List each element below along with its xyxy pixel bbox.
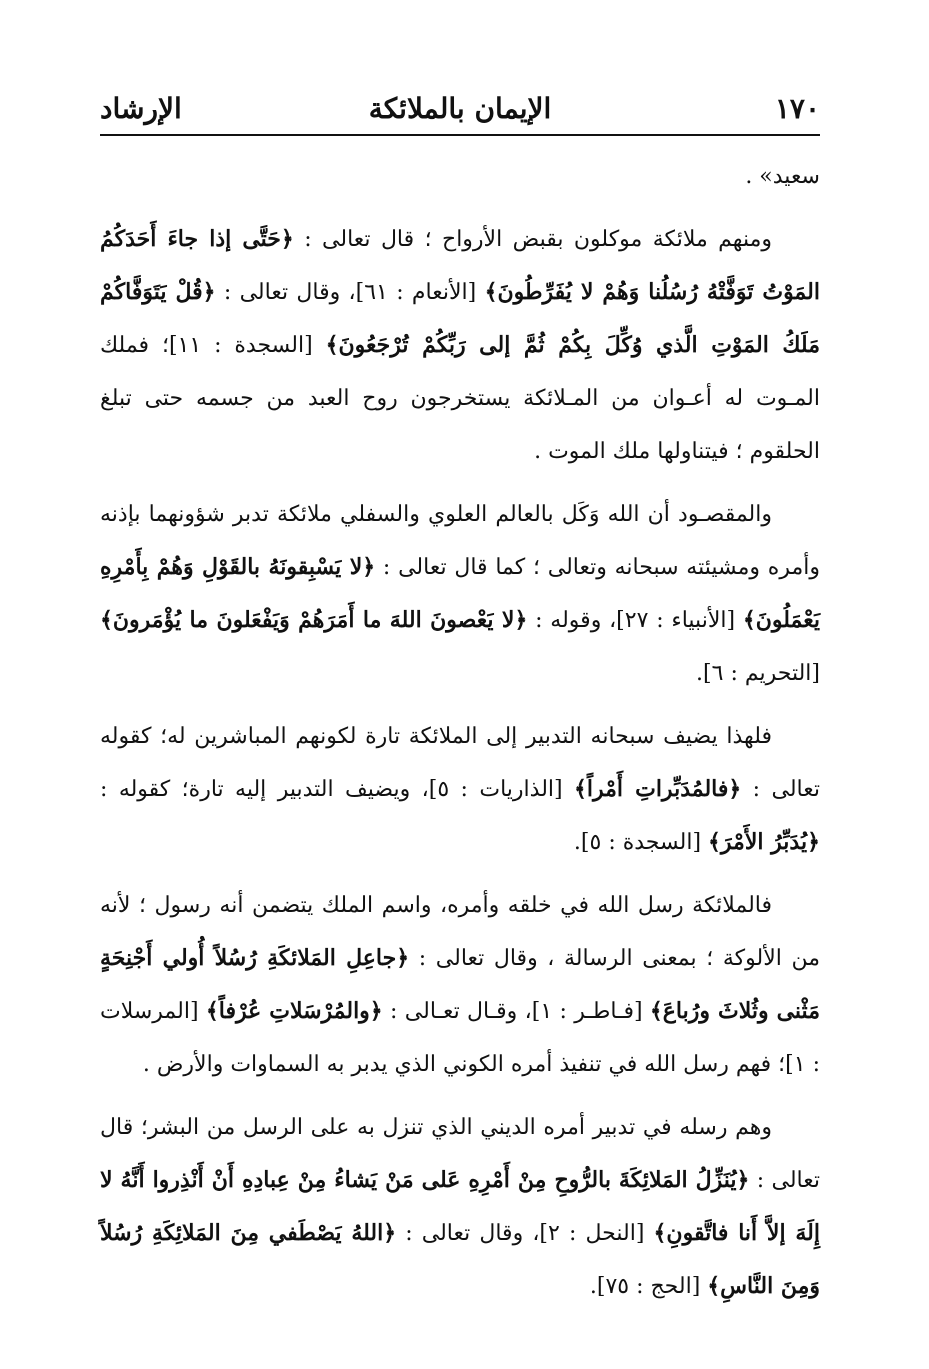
text-segment: والمقصـود أن الله وَكَل بالعالم العلوي والسفلي ملائكة تدبر شؤونهما بإذنه وأمره ومشيئته سبحانه وتعالى ؛ كما قال تعالى : bbox=[100, 502, 820, 580]
text-segment: [الأنعام : ٦١]، وقال تعالى : bbox=[215, 280, 485, 305]
text-segment: [الحج : ٧٥]. bbox=[589, 1274, 708, 1299]
paragraph bbox=[100, 879, 820, 1091]
quran-verse: ﴿لا يَسْبِقونَهُ بالقَوْلِ وَهُمْ بِأَمْرِهِ يَعْمَلُونَ﴾ bbox=[100, 554, 820, 633]
paragraph bbox=[100, 150, 820, 203]
page-header bbox=[100, 92, 820, 136]
text-segment: ومنهم ملائكة موكلون بقبض الأرواح ؛ قال تعالى : bbox=[293, 227, 772, 252]
text-segment: فلهذا يضيف سبحانه التدبير إلى الملائكة تارة لكونهم المباشرين له؛ كقوله تعالى : bbox=[100, 724, 820, 802]
quran-verse: ﴿يُنَزِّلُ المَلائِكَةَ بالرُّوحِ مِنْ أَمْرِهِ عَلى مَنْ يَشاءُ مِنْ عِبادِهِ أَنْ أَنْذِروا أَنَّهُ لا إِلَهَ إلاَّ أَنا فاتَّقونِ﴾ bbox=[100, 1167, 820, 1246]
quran-verse: ﴿والمُرْسَلاتِ عُرْفاً﴾ bbox=[205, 998, 383, 1024]
body-text bbox=[100, 150, 820, 1323]
paragraph bbox=[100, 710, 820, 869]
quran-verse: ﴿لا يَعْصونَ اللهَ ما أَمَرَهُمْ وَيَفْعَلونَ ما يُؤْمَرونَ﴾ bbox=[100, 607, 528, 633]
text-segment: [النحل : ٢]، وقال تعالى : bbox=[396, 1221, 654, 1246]
text-segment: [الذاريات : ٥]، ويضيف التدبير إليه تارة؛ كقوله : bbox=[100, 777, 574, 802]
paragraph bbox=[100, 488, 820, 700]
quran-verse: ﴿يُدَبِّرُ الأَمْرَ﴾ bbox=[708, 829, 820, 855]
text-segment: [الأنبياء : ٢٧]، وقوله : bbox=[527, 608, 743, 633]
paragraph bbox=[100, 1101, 820, 1313]
quran-verse: ﴿اللهُ يَصْطَفي مِنَ المَلائِكَةِ رُسُلاً وَمِنَ النَّاسِ﴾ bbox=[100, 1220, 820, 1299]
text-segment: [السجدة : ١١]؛ فملك المـوت له أعـوان من المـلائكة يستخرجون روح العبد من جسمه حتى تبلغ الحلقوم ؛ فيتناولها ملك الموت . bbox=[100, 333, 820, 464]
text-segment: [فـاطـر : ١]، وقـال تعـالى : bbox=[382, 999, 650, 1024]
book-title: الإرشاد bbox=[100, 92, 182, 125]
text-segment: [المرسلات : ١]؛ فهم رسل الله في تنفيذ أمره الكوني الذي يدبر به السماوات والأرض . bbox=[100, 999, 820, 1077]
quran-verse: ﴿فالمُدَبِّراتِ أَمْراً﴾ bbox=[574, 776, 742, 802]
paragraph bbox=[100, 213, 820, 478]
text-segment: [السجدة : ٥]. bbox=[573, 830, 709, 855]
page-number: ١٧٠ bbox=[774, 92, 820, 125]
text-segment: وهم رسله في تدبير أمره الديني الذي تنزل به على الرسل من البشر؛ قال تعالى : bbox=[100, 1115, 820, 1193]
text-segment: فالملائكة رسل الله في خلقه وأمره، واسم الملك يتضمن أنه رسول ؛ لأنه من الألوكة ؛ بمعنى الرسالة ، وقال تعالى : bbox=[100, 893, 820, 971]
text-segment: سعيد» . bbox=[745, 164, 820, 189]
quran-verse: ﴿قُلْ يَتَوَفَّاكُمْ مَلَكُ المَوْتِ الَّذي وُكِّلَ بِكُمْ ثُمَّ إلى رَبِّكُمْ تُرْجَعُونَ﴾ bbox=[100, 279, 820, 358]
quran-verse: ﴿جاعِلِ المَلائكَةِ رُسُلاً أُولي أَجْنِحَةٍ مَثْنى وثُلاثَ ورُباعَ﴾ bbox=[100, 945, 820, 1024]
quran-verse: ﴿حَتَّى إذا جاءَ أَحَدَكُمُ المَوْتُ تَوَفَّتْهُ رُسُلُنا وَهُمْ لا يُفَرِّطُونَ﴾ bbox=[100, 226, 820, 305]
text-segment: [التحريم : ٦]. bbox=[696, 661, 820, 686]
chapter-title: الإيمان بالملائكة bbox=[368, 92, 552, 125]
